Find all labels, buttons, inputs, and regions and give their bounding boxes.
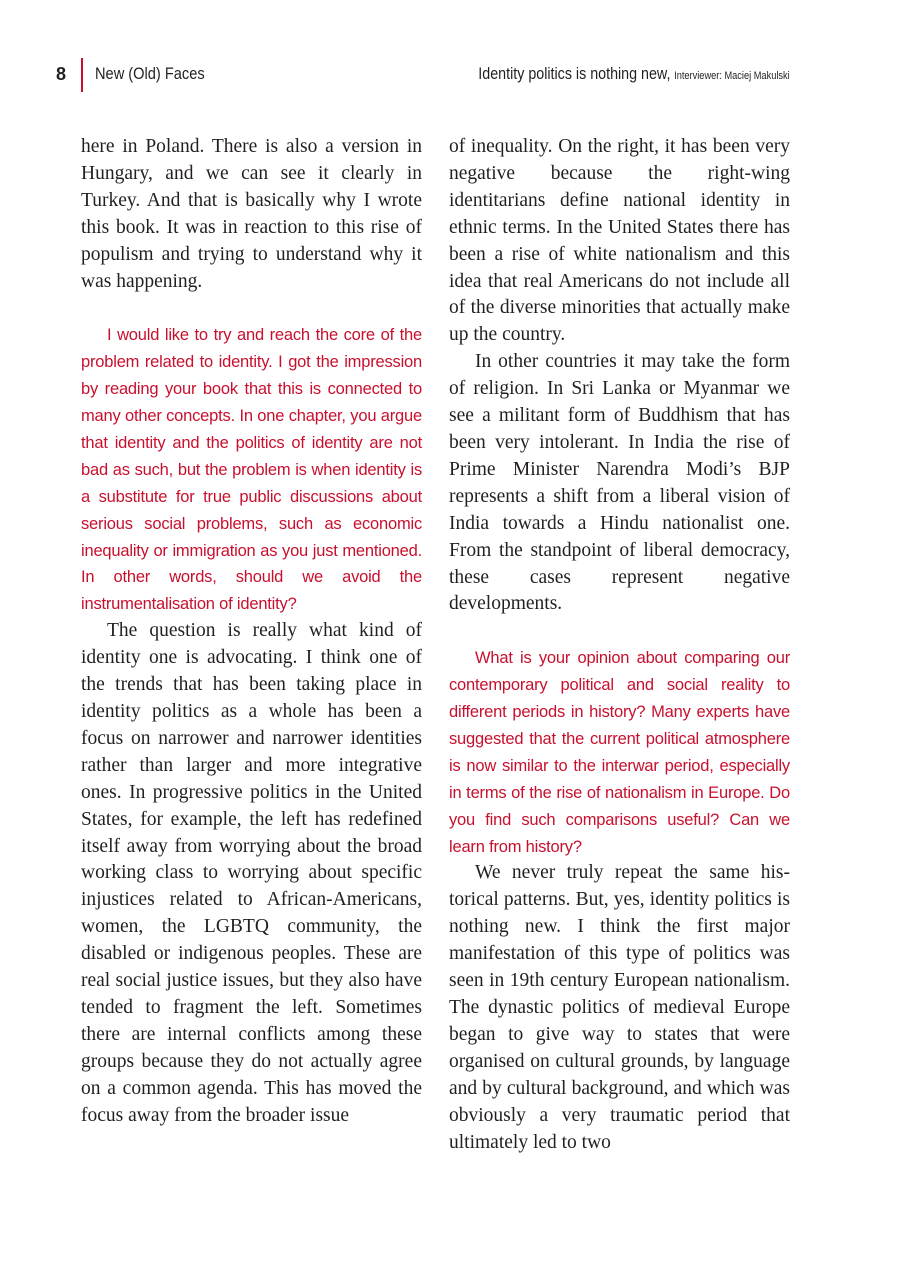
- answer-paragraph: of inequality. On the right, it has been very negative because the right-wing identitarians define national identity in ethnic terms. In the United States there has been a rise of white nationalism and this idea that real Americans do not include all of the diverse minorities that actually make up the country.: [449, 136, 790, 346]
- interview-question: What is your opinion about comparing our contemporary political and social reality to different periods in history? Many experts have suggested that the current political atmosphere is now similar to the interwar period, especially in terms of the rise of nationalism in Europe. Do you find such comparisons useful? Can we learn from history?: [449, 649, 790, 856]
- page-number: 8: [56, 64, 67, 84]
- answer-paragraph: here in Poland. There is also a version in Hungary, and we can see it clearly in Turkey. And that is basically why I wrote this book. It was in reaction to this rise of populism and trying to understand why it was happening.: [81, 136, 422, 292]
- left-column: [81, 134, 422, 1130]
- answer-paragraph: In other countries it may take the form of religion. In Sri Lanka or Myanmar we see a militant form of Buddhism that has been very intolerant. In India the rise of Prime Minister Narendra Modi’s BJP represents a shift from a liberal vision of India towards a Hindu nationalist one. From the standpoint of liberal democracy, these cases represent negative developments.: [449, 351, 790, 615]
- section-title: New (Old) Faces: [95, 64, 205, 83]
- right-column: [449, 134, 790, 1156]
- running-header: [0, 58, 899, 92]
- interview-question: I would like to try and reach the core of the problem related to identity. I got the impression by reading your book that this is connected to many other concepts. In one chapter, you argue that identity and the politics of identity are not bad as such, but the problem is when identity is a substitute for true public discussions about serious social problems, such as economic inequality or immigration as you just mentioned. In other words, should we avoid the instrumentalisation of identity?: [81, 326, 422, 614]
- answer-paragraph: The question is really what kind of identity one is advocating. I think one of the trends that has been taking place in identity politics as a whole has been a focus on narrower and narrower identities rather than larger and more integrative ones. In progressive politics in the United States, for example, the left has redefined itself away from worrying about the broad working class to worrying about specific injustices related to African-Americans, women, the LGBTQ community, the disabled or indigenous peoples. These are real social justice issues, but they also have tended to fragment the left. Sometimes there are internal conflicts among these groups because they do not actually agree on a common agenda. This has moved the focus away from the broader issue: [81, 620, 422, 1126]
- answer-paragraph: We never truly repeat the same historical patterns. But, yes, identity politics is nothing new. I think the first major manifestation of this type of politics was seen in 19th century European nationalism. The dynastic politics of medieval Europe began to give way to states that were organised on cultural grounds, by language and by cultural background, and which was obviously a very traumatic period that ultimately led to two: [449, 862, 790, 1153]
- interviewer-credit: Interviewer: Maciej Makulski: [674, 70, 790, 82]
- article-running-title: [479, 64, 790, 84]
- article-title: Identity politics is nothing new,: [478, 64, 671, 83]
- header-divider: [81, 58, 83, 92]
